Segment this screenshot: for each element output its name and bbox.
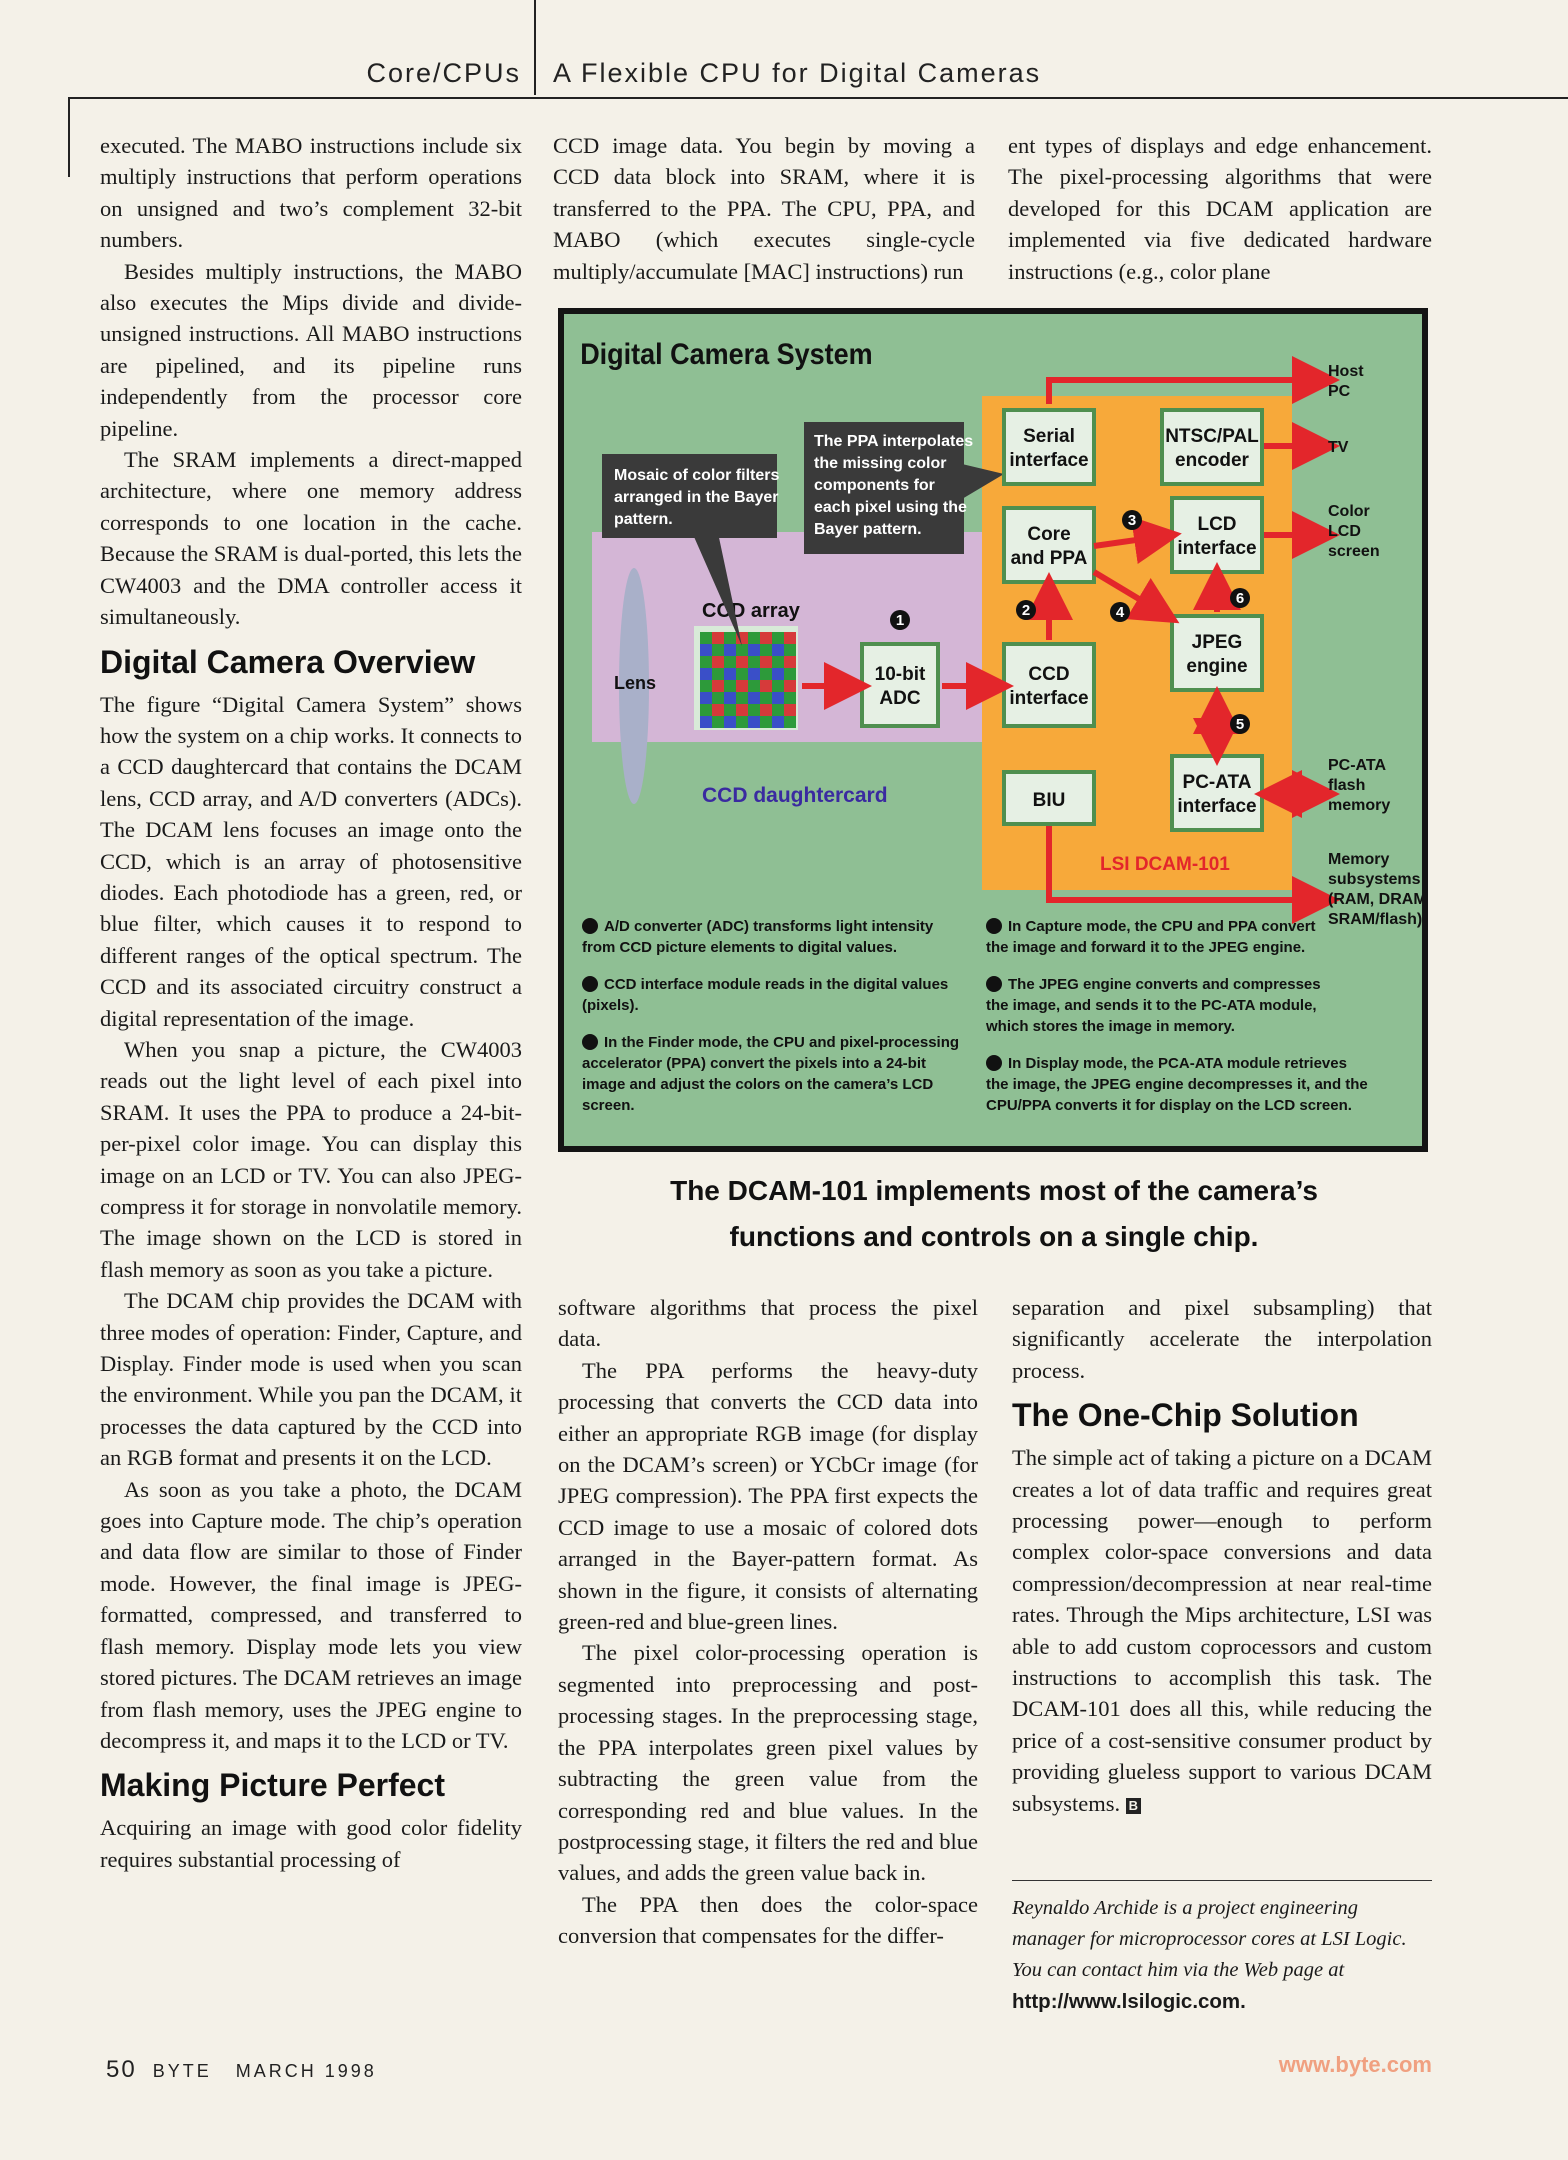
adc-label: ADC [879,688,921,709]
figure-notes [582,918,1368,1114]
note-line: CPU/PPA converts it for display on the LCD screen. [986,1097,1352,1114]
section-heading-picture: Making Picture Perfect [100,1767,445,1804]
callout-bayer-line: arranged in the Bayer [614,489,779,506]
pcata-label: interface [1177,796,1257,817]
paragraph: Acquiring an image with good color fidelity requires substantial processing of [100,1815,522,1872]
memory-label: Memory [1328,851,1390,868]
mosaic-cell [748,680,760,692]
step-marker [582,1034,598,1050]
host-label: PC [1328,383,1351,400]
paragraph: The PPA then does the color-space conversion that compensates for the differ- [558,1891,978,1949]
lcd-if-label: interface [1177,538,1257,559]
paragraph: The figure “Digital Camera System” shows how the system on a chip works. It connects to a CCD daughtercard that contains the DCAM lens, CCD array, and A/D converters (ADCs). The DCAM lens focuses an image onto the CCD, which is an array of photosensitive diodes. Each photodiode has a green, red, or blue filter, which causes it to respond to different ranges of the optical spectrum. The CCD and its associated circuitry construct a digital representation of the image. [100,691,522,1031]
mosaic-cell [724,668,736,680]
bio-text: Reynaldo Archide is a project engineering manager for microprocessor cores at LSI Logic. You can contact him via the Web page at [1012,1897,1407,1981]
page-footer [106,2056,377,2084]
callout-ppa-line: The PPA interpolates [814,433,974,450]
mosaic-cell [724,644,736,656]
mosaic-cell [700,644,712,656]
external-device-labels [1328,363,1422,928]
note-line: the image and forward it to the JPEG engine. [986,939,1306,956]
color-lcd-label: Color [1328,503,1370,520]
section-label: Core/CPUs [366,58,521,88]
core-label: Core [1027,524,1071,545]
step-number: 6 [1235,590,1245,607]
mosaic-cell [784,680,796,692]
mosaic-cell [736,668,748,680]
mosaic-cell [760,680,772,692]
memory-label: SRAM/flash) [1328,911,1422,928]
page-number: 50 [106,2056,137,2083]
mosaic-cell [748,704,760,716]
mosaic-cell [724,704,736,716]
step-marker [986,976,1002,992]
figure-title: Digital Camera System [580,337,873,372]
note-line: In Display mode, the PCA-ATA module retrieves [1008,1055,1347,1072]
paragraph: separation and pixel subsampling) that significantly accelerate the interpolation process. [1012,1295,1432,1383]
caption-line: functions and controls on a single chip. [729,1221,1259,1252]
note-line: from CCD picture elements to digital values. [582,939,898,956]
mosaic-cell [760,668,772,680]
ntsc-label: encoder [1175,450,1249,471]
mosaic-cell [712,680,724,692]
note-line: CCD interface module reads in the digital values [604,976,949,993]
section-heading-overview: Digital Camera Overview [100,643,476,680]
paragraph: executed. The MABO instructions include six multiply instructions that perform operations on unsigned and two’s complement 32-bit numbers. [100,133,522,253]
mosaic-cell [784,716,796,728]
mosaic-cell [748,656,760,668]
mosaic-cell [736,680,748,692]
jpeg-label: engine [1186,656,1248,677]
mosaic-cell [700,704,712,716]
step-number: 4 [1115,604,1125,621]
ntsc-pal-block [1162,410,1262,484]
callout-ppa-line: components for [814,477,935,494]
mosaic-cell [760,644,772,656]
bio-rule [1012,1880,1432,1881]
note-line: In Capture mode, the CPU and PPA convert [1008,918,1316,935]
mosaic-cell [736,656,748,668]
pcata-label: PC-ATA [1182,772,1252,793]
step-number: 1 [895,612,905,629]
column-3-bottom [1012,1292,1432,1819]
column-3-top [1008,130,1432,287]
callout-ppa-line: the missing color [814,455,947,472]
lens-label: Lens [614,673,657,693]
mosaic-cell [712,668,724,680]
figure-digital-camera-system [558,308,1428,1152]
ntsc-label: NTSC/PAL [1165,426,1259,447]
mosaic-cell [724,656,736,668]
bio-url[interactable]: http://www.lsilogic.com. [1012,1990,1246,2013]
mosaic-cell [712,656,724,668]
mosaic-cell [772,692,784,704]
ccd-array-label: CCD array [702,600,800,622]
core-ppa-block [1004,508,1094,582]
serial-label: interface [1009,450,1089,471]
step-marker [582,918,598,934]
mosaic-cell [772,656,784,668]
paragraph: As soon as you take a photo, the DCAM goes into Capture mode. The chip’s operation and data flow are similar to those of Finder mode. However, the final image is JPEG-formatted, compressed, and transferred to flash memory. Display mode lets you view stored pictures. The DCAM retrieves an image from flash memory, uses the JPEG engine to decompress it, and maps it to the LCD or TV. [100,1476,522,1753]
mosaic-cell [748,644,760,656]
mosaic-cell [784,668,796,680]
paragraph [1012,1442,1432,1819]
mosaic-cell [712,704,724,716]
paragraph: The DCAM chip provides the DCAM with three modes of operation: Finder, Capture, and Display. Finder mode is used when you scan the environment. While you pan the DCAM, it processes the data captured by the CCD into an RGB format and presents it on the LCD. [100,1288,522,1471]
website-link[interactable]: www.byte.com [1278,2052,1432,2077]
mosaic-cell [784,656,796,668]
mosaic-cell [712,716,724,728]
mosaic-cell [760,704,772,716]
note-line: image and adjust the colors on the camera’s LCD [582,1076,934,1093]
mosaic-cell [736,644,748,656]
magazine-name: BYTE [152,2061,212,2081]
mosaic-cell [772,680,784,692]
paragraph: The PPA performs the heavy-duty processing that converts the CCD data into either an appropriate RGB image (for display on the DCAM’s screen) or YCbCr image (for JPEG compression). The PPA first expects the CCD image to use a mosaic of colored dots arranged in the Bayer-pattern format. As shown in the figure, it consists of alternating green-red and blue-green lines. [558,1357,978,1635]
chip-label: LSI DCAM-101 [1100,854,1230,875]
paragraph: CCD image data. You begin by moving a CCD data block into SRAM, where it is transferred to the PPA. The CPU, PPA, and MABO (which executes single-cycle multiply/accumulate [MAC] instructions) run [553,133,975,284]
mosaic-cell [712,692,724,704]
ccd-if-label: interface [1009,688,1089,709]
issue-date: MARCH 1998 [235,2061,377,2081]
mosaic-cell [772,644,784,656]
ccd-interface-block [1004,644,1094,726]
core-label: and PPA [1010,548,1088,569]
mosaic-cell [784,692,796,704]
mosaic-cell [772,632,784,644]
step-marker [582,976,598,992]
frame-rule-top [68,97,1568,99]
note-line: The JPEG engine converts and compresses [1008,976,1321,993]
column-2-bottom [558,1292,978,1952]
mosaic-cell [772,704,784,716]
mosaic-cell [712,632,724,644]
memory-label: subsystems [1328,871,1421,888]
mosaic-cell [772,716,784,728]
host-label: Host [1328,363,1364,380]
paragraph: ent types of displays and edge enhancement. The pixel-processing algorithms that were developed for this DCAM application are implemented via five dedicated hardware instructions (e.g., color plane [1008,133,1432,284]
frame-rule-left [68,97,70,177]
note-line: screen. [582,1097,635,1114]
adc-label: 10-bit [874,664,926,685]
step-number: 5 [1235,716,1245,733]
mosaic-cell [736,692,748,704]
step-number: 2 [1021,602,1031,619]
adc-block [862,644,938,726]
mosaic-cell [724,680,736,692]
flash-label: PC-ATA [1328,757,1387,774]
mosaic-cell [748,668,760,680]
mosaic-cell [736,704,748,716]
step-number: 3 [1127,512,1137,529]
mosaic-cell [784,632,796,644]
block-diagram [564,314,1422,1146]
tv-label: TV [1328,439,1349,456]
callout-ppa-line: each pixel using the [814,499,967,516]
serial-label: Serial [1023,426,1075,447]
note-line: accelerator (PPA) convert the pixels into a 24-bit [582,1055,926,1072]
caption-line: The DCAM-101 implements most of the camera’s [670,1175,1318,1206]
biu-label: BIU [1032,790,1066,811]
mosaic-cell [748,692,760,704]
lcd-interface-block [1172,498,1262,572]
mosaic-cell [760,656,772,668]
paragraph: Besides multiply instructions, the MABO also executes the Mips divide and divide-unsigned instructions. All MABO instructions are pipelined, and its pipeline runs independently from the processor core pipeline. [100,258,522,441]
color-lcd-label: screen [1328,543,1380,560]
note-line: A/D converter (ADC) transforms light intensity [604,918,934,935]
mosaic-cell [700,668,712,680]
flash-label: memory [1328,797,1391,814]
article-title: A Flexible CPU for Digital Cameras [553,58,1042,88]
mosaic-cell [700,632,712,644]
note-line: the image, and sends it to the PC-ATA module, [986,997,1317,1014]
mosaic-cell [736,716,748,728]
step-marker [986,1055,1002,1071]
column-2-top [553,130,975,287]
step-marker [986,918,1002,934]
mosaic-cell [724,716,736,728]
mosaic-cell [784,644,796,656]
note-line: the image, the JPEG engine decompresses it, and the [986,1076,1368,1093]
mosaic-cell [760,632,772,644]
page-header [0,0,1568,100]
mosaic-cell [772,668,784,680]
pc-ata-interface-block [1172,756,1262,830]
note-line: which stores the image in memory. [986,1018,1235,1035]
mosaic-cell [700,716,712,728]
mosaic-cell [700,680,712,692]
paragraph: When you snap a picture, the CW4003 reads out the light level of each pixel into SRAM. It uses the PPA to produce a 24-bit-per-pixel color image. You can display this image on an LCD or TV. You can also JPEG-compress it for storage in nonvolatile memory. The image shown on the LCD is stored in flash memory as soon as you take a picture. [100,1036,522,1282]
callout-ppa-line: Bayer pattern. [814,521,922,538]
mosaic-cell [724,692,736,704]
mosaic-cell [748,632,760,644]
paragraph: software algorithms that process the pixel data. [558,1295,978,1352]
flash-label: flash [1328,777,1366,794]
memory-label: (RAM, DRAM, [1328,891,1422,908]
mosaic-cell [712,644,724,656]
mosaic-cell [700,692,712,704]
bayer-mosaic [700,632,796,728]
mosaic-cell [760,716,772,728]
callout-bayer-line: pattern. [614,511,673,528]
lcd-if-label: LCD [1197,514,1237,535]
column-1 [100,130,522,1875]
note-line: In the Finder mode, the CPU and pixel-processing [604,1034,960,1051]
figure-panel [564,314,1422,1146]
paragraph: The pixel color-processing operation is segmented into preprocessing and post-processing stages. In the preprocessing stage, the PPA interpolates green pixel values by subtracting the green value from the corresponding red and blue values. In the postprocessing stage, it filters the red and blue values, and adds the green value back in. [558,1640,978,1886]
figure-caption [620,1168,1368,1260]
mosaic-cell [760,692,772,704]
ccd-if-label: CCD [1028,664,1070,685]
end-of-article-mark: B [1126,1798,1141,1814]
mosaic-cell [700,656,712,668]
jpeg-engine-block [1172,616,1262,690]
callout-bayer-line: Mosaic of color filters [614,467,780,484]
mosaic-cell [724,632,736,644]
jpeg-label: JPEG [1191,632,1243,653]
header-divider [534,0,536,95]
note-line: (pixels). [582,997,639,1014]
mosaic-cell [748,716,760,728]
paragraph: The SRAM implements a direct-mapped architecture, where one memory address corresponds to one location in the cache. Because the SRAM is dual-ported, this lets the CW4003 and the DMA controller access it simultaneously. [100,447,522,630]
color-lcd-label: LCD [1328,523,1361,540]
author-bio [1012,1893,1432,2018]
serial-interface-block [1004,410,1094,484]
paragraph-text: The simple act of taking a picture on a DCAM creates a lot of data traffic and requires great processing power—enough to perform complex color-space conversions and data compression/decompression at near real-time rates. Through the Mips architecture, LSI was able to add custom coprocessors and custom instructions to accomplish this task. The DCAM-101 does all this, while reducing the price of a cost-sensitive consumer product by providing glueless support to various DCAM subsystems. [1012,1445,1432,1816]
section-heading-onechip: The One-Chip Solution [1012,1397,1359,1434]
daughtercard-label: CCD daughtercard [702,784,888,807]
mosaic-cell [784,704,796,716]
